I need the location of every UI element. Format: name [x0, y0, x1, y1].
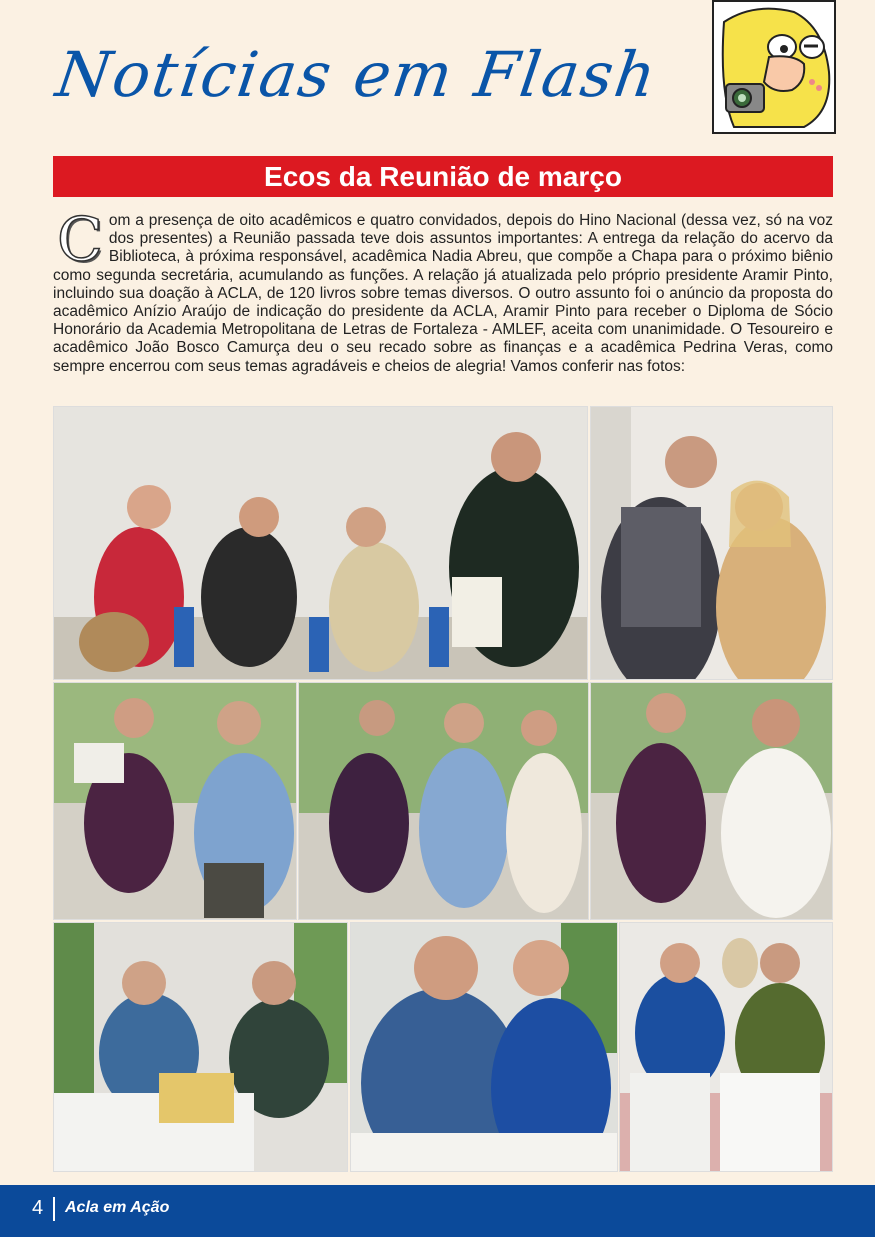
page-number: 4	[32, 1197, 44, 1219]
drop-cap: C	[57, 205, 103, 275]
photo-couple-standing	[590, 406, 833, 680]
photo-couple-reading	[53, 682, 297, 920]
cartoon-photographer-logo	[712, 0, 836, 134]
photo-pair-seated	[590, 682, 833, 920]
footer-divider	[53, 1197, 55, 1221]
masthead-title: Notícias em Flash	[51, 38, 663, 111]
section-title-banner: Ecos da Reunião de março	[53, 156, 833, 197]
article-body	[53, 205, 833, 376]
photo-three-members	[298, 682, 589, 920]
photo-secretary-writing	[619, 922, 833, 1172]
article-text: om a presença de oito acadêmicos e quatro convidados, depois do Hino Nacional (dessa vez, só na voz dos presentes) a Reunião passada teve dois assuntos importantes: A entrega da relação do acervo da Biblioteca, à próxima responsável, acadêmica Nadia Abreu, que compõe a Chapa para o próximo biênio como segunda secretária, acumulando as funções. A relação já atualizada pelo próprio presidente Aramir Pinto, incluindo sua doação à ACLA, de 120 livros sobre temas diversos. O outro assunto foi o anúncio da proposta do acadêmico Anízio Araújo de indicação do presidente da ACLA, Aramir Pinto para receber o Diploma de Sócio Honorário da Academia Metropolitana de Letras de Fortaleza - AMLEF, aceita com unanimidade. O Tesoureiro e acadêmico João Bosco Camurça deu o seu recado sobre as finanças e a acadêmica Pedrina Veras, como sempre encerrou com seus temas agradáveis e cheios de alegria! Vamos conferir nas fotos:	[53, 212, 833, 375]
photo-group-seated-members	[53, 406, 588, 680]
magazine-title: Acla em Ação	[65, 1199, 170, 1216]
photo-members-at-table	[53, 922, 348, 1172]
photo-man-and-woman	[350, 922, 618, 1172]
page-footer	[0, 1185, 875, 1237]
